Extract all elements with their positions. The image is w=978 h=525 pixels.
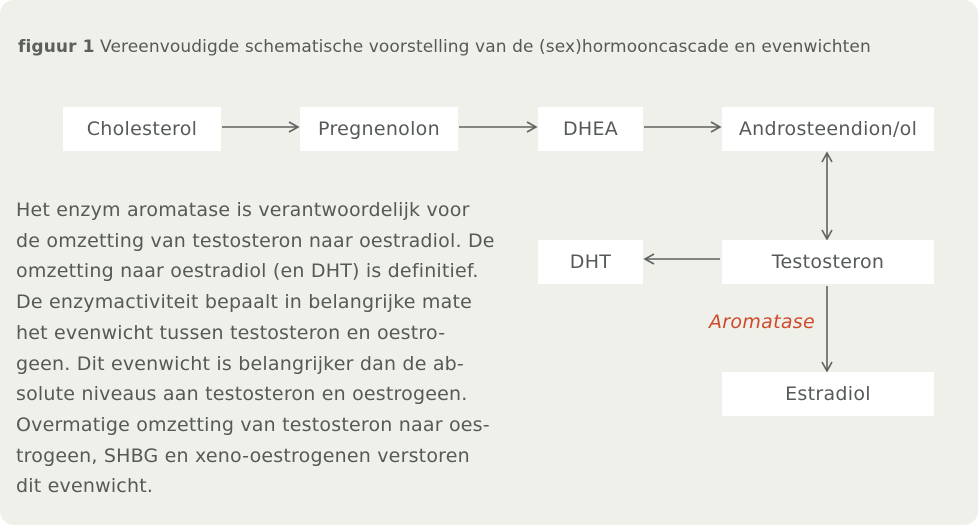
description-line: de omzetting van testosteron naar oestradiol. De: [16, 229, 495, 252]
description-line: Overmatige omzetting van testosteron naar oes-: [16, 413, 490, 436]
node-estradiol: Estradiol: [722, 372, 934, 416]
node-pregnenolon: Pregnenolon: [300, 107, 458, 151]
figure-title: Vereenvoudigde schematische voorstelling van de (sex)hormooncascade en evenwichten: [100, 37, 871, 57]
node-cholesterol: Cholesterol: [63, 107, 221, 151]
node-androsteendion: Androsteendion/ol: [722, 107, 934, 151]
node-dhea: DHEA: [538, 107, 643, 151]
description-line: omzetting naar oestradiol (en DHT) is definitief.: [16, 260, 479, 283]
description-line: geen. Dit evenwicht is belangrijker dan de ab-: [16, 352, 464, 375]
node-testosteron: Testosteron: [722, 240, 934, 284]
description-line: Het enzym aromatase is verantwoordelijk voor: [16, 199, 470, 221]
figure-label: figuur 1: [18, 37, 95, 57]
description-line: De enzymactiviteit bepaalt in belangrijke mate: [16, 291, 472, 314]
description-line: het evenwicht tussen testosteron en oestro-: [16, 321, 446, 344]
node-dht: DHT: [538, 240, 643, 284]
description-line: solute niveaus aan testosteron en oestrogeen.: [16, 383, 468, 406]
description-text: [16, 195, 496, 502]
description-line: trogeen, SHBG en xeno-oestrogenen verstoren: [16, 444, 470, 467]
description-line: dit evenwicht.: [16, 475, 154, 498]
enzyme-label-aromatase: Aromatase: [709, 311, 815, 333]
